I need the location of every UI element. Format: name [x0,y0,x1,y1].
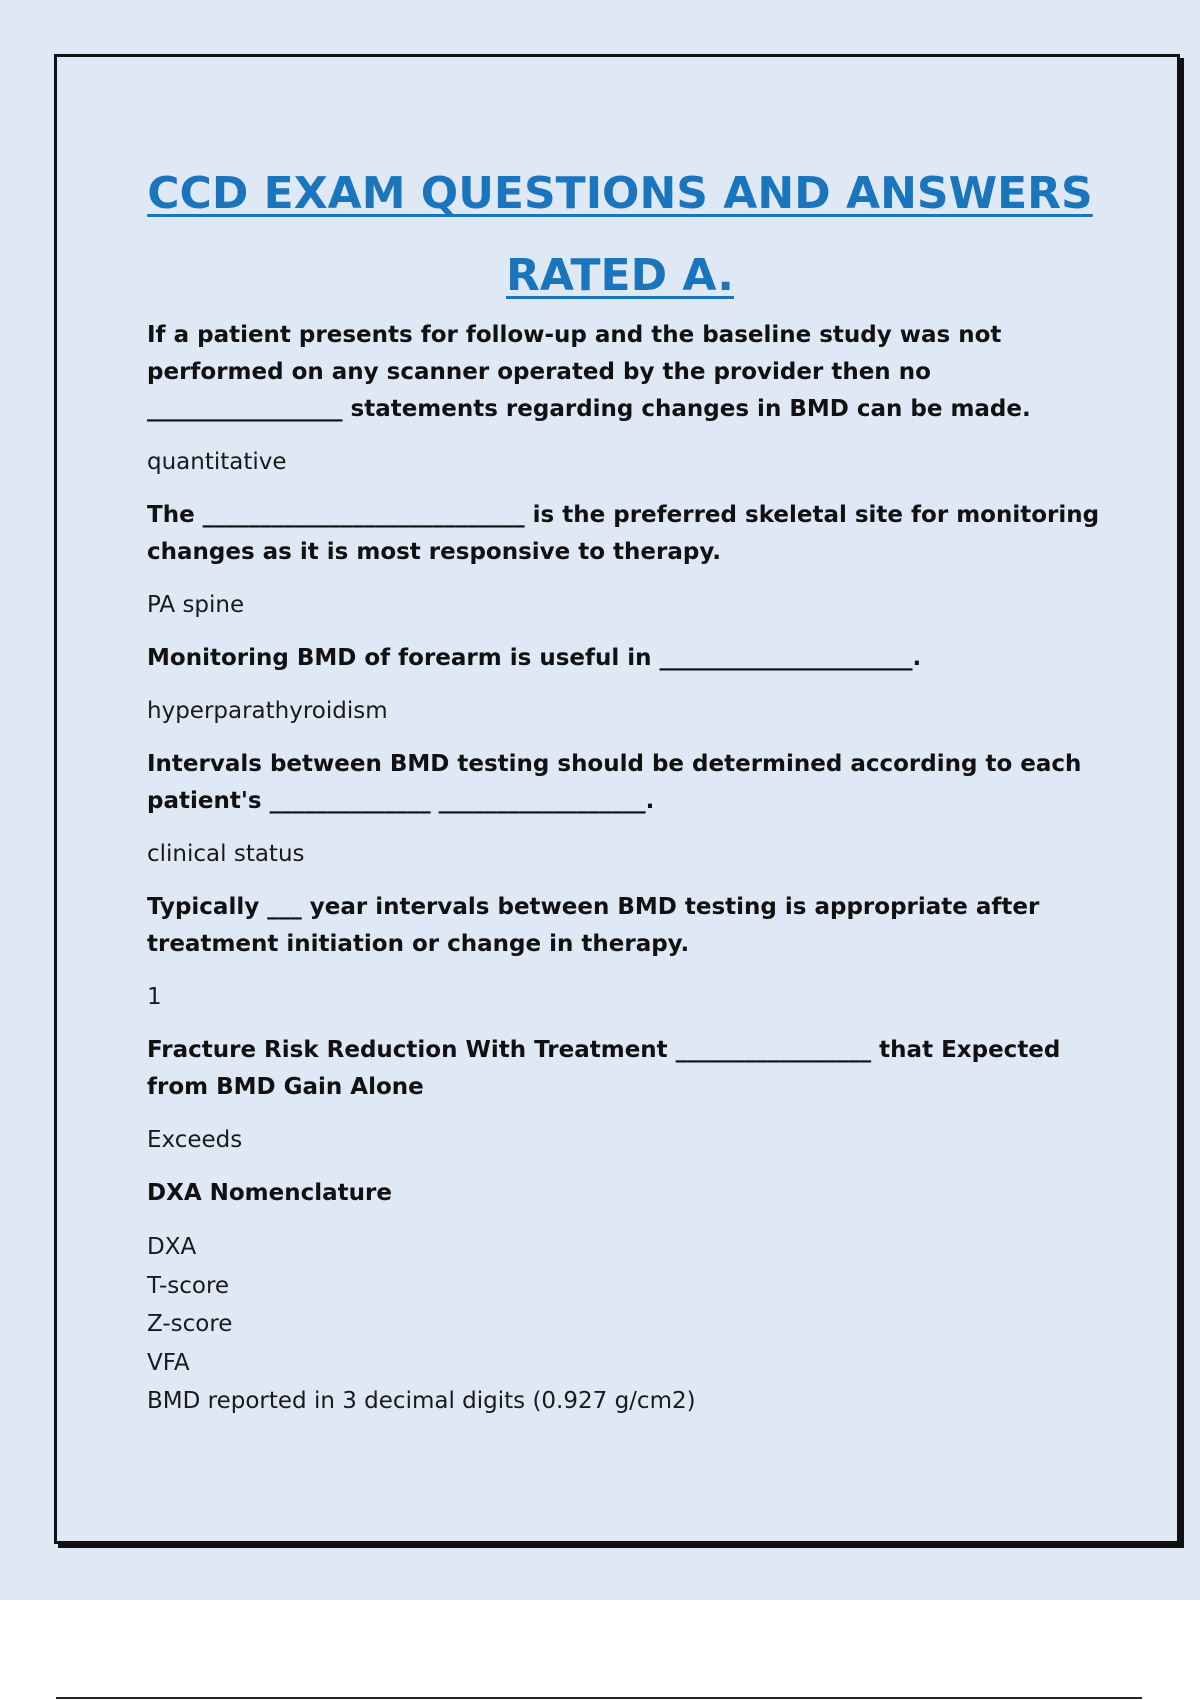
title-line-1: CCD EXAM QUESTIONS AND ANSWERS [147,168,1093,219]
list-item: T-score [147,1272,230,1299]
answer-6: Exceeds [147,1127,243,1153]
qa-content [147,317,1107,1437]
list-item: Z-score [147,1311,233,1337]
list-item: VFA [147,1349,190,1376]
question-1: If a patient presents for follow-up and the baseline study was not performed on any scanner operated by the provider then no _________________ statements regarding changes in BMD can be made. [147,322,1031,422]
footer-divider [56,1697,1142,1699]
answer-2: PA spine [147,592,245,618]
answer-5: 1 [147,984,162,1010]
answer-3: hyperparathyroidism [147,698,388,724]
nomenclature-heading: DXA Nomenclature [147,1180,392,1206]
title-line-2: RATED A. [505,250,734,301]
list-item: BMD reported in 3 decimal digits (0.927 g/cm2) [147,1388,696,1414]
question-4: Intervals between BMD testing should be determined according to each patient's ______________ __________________. [147,751,1082,814]
answer-4: clinical status [147,841,305,867]
nomenclature-list [147,1228,1107,1421]
list-item: DXA [147,1234,197,1260]
question-3: Monitoring BMD of forearm is useful in ______________________. [147,645,922,671]
document-frame [54,54,1180,1544]
question-2: The ____________________________ is the preferred skeletal site for monitoring changes as it is most responsive to therapy. [147,502,1100,565]
answer-1: quantitative [147,449,287,475]
document-title [57,153,1183,317]
question-6: Fracture Risk Reduction With Treatment _________________ that Expected from BMD Gain Alone [147,1037,1061,1100]
question-5: Typically ___ year intervals between BMD testing is appropriate after treatment initiation or change in therapy. [147,894,1040,957]
